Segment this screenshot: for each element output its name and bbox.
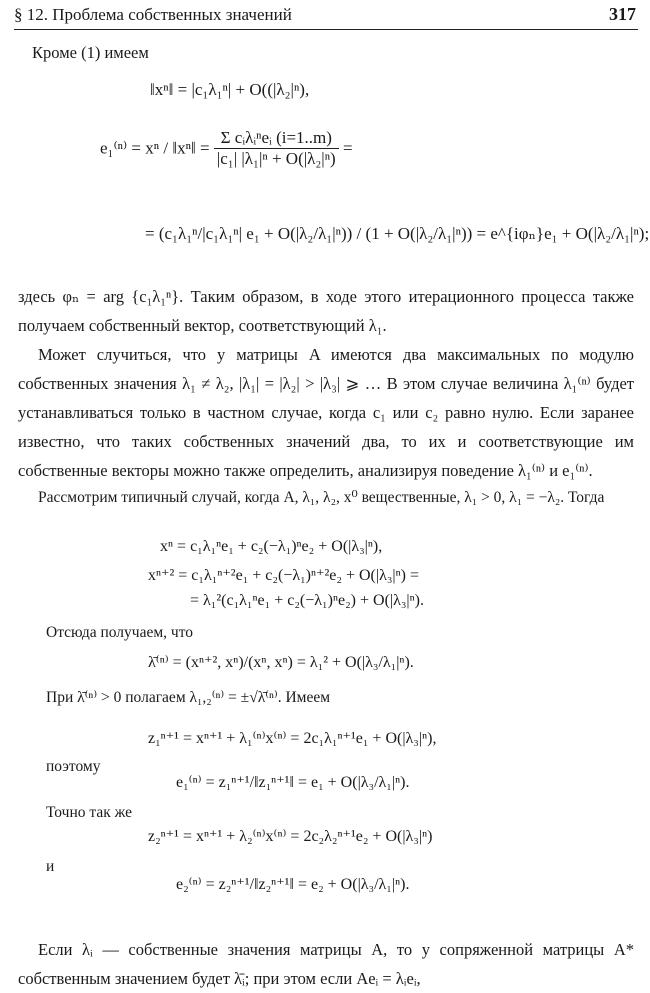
paragraph-phi: здесь φₙ = arg {c₁λ₁ⁿ}. Таким образом, в ходе этого итерационного процесса также получаем собственный вектор, соответствующий λ₁.	[18, 287, 634, 335]
equation-e2n: e₂⁽ⁿ⁾ = z₂ⁿ⁺¹/‖z₂ⁿ⁺¹‖ = e₂ + O(|λ₃/λ₁|ⁿ).	[176, 876, 410, 893]
equation-norm: ‖xⁿ‖ = |c₁λ₁ⁿ| + O((|λ₂|ⁿ),	[150, 80, 310, 99]
label-and: и	[46, 858, 55, 875]
label-therefore: поэтому	[46, 758, 101, 775]
section-title: § 12. Проблема собственных значений	[14, 5, 292, 24]
equation-xn2-line1: xⁿ⁺² = c₁λ₁ⁿ⁺²e₁ + c₂(−λ₁)ⁿ⁺²e₂ + O(|λ₃|ⁿ) =	[148, 567, 419, 584]
equation-z2: z₂ⁿ⁺¹ = xⁿ⁺¹ + λ₂⁽ⁿ⁾x⁽ⁿ⁾ = 2c₂λ₂ⁿ⁺¹e₂ + O(|λ₃|ⁿ)	[148, 828, 433, 845]
paragraph-typical-case: Рассмотрим типичный случай, когда A, λ₁, λ₂, x⁰ вещественные, λ₁ > 0, λ₁ = −λ₂. Тогда	[38, 489, 605, 506]
equation-xn: xⁿ = c₁λ₁ⁿe₁ + c₂(−λ₁)ⁿe₂ + O(|λ₃|ⁿ),	[160, 538, 383, 555]
equation-z1: z₁ⁿ⁺¹ = xⁿ⁺¹ + λ₁⁽ⁿ⁾x⁽ⁿ⁾ = 2c₁λ₁ⁿ⁺¹e₁ + O(|λ₃|ⁿ),	[148, 730, 437, 747]
label-likewise: Точно так же	[46, 804, 132, 821]
label-from-here: Отсюда получаем, что	[46, 624, 194, 641]
equation-e1-fraction	[214, 128, 339, 169]
equation-e1-first: e₁⁽ⁿ⁾ = xⁿ / ‖xⁿ‖ = $\frac{\text{Σ cᵢλᵢⁿeᵢ (i=1..m)}}{\text{|c₁| |λ₁|ⁿ + O(|λ₂|ⁿ)}}$ =	[100, 128, 353, 168]
intro-text: Кроме (1) имеем	[32, 43, 149, 62]
equation-e1n: e₁⁽ⁿ⁾ = z₁ⁿ⁺¹/‖z₁ⁿ⁺¹‖ = e₁ + O(|λ₃/λ₁|ⁿ).	[176, 774, 410, 791]
equation-e1-second: = (c₁λ₁ⁿ/|c₁λ₁ⁿ| e₁ + O(|λ₂/λ₁|ⁿ)) / (1 + O(|λ₂/λ₁|ⁿ)) = e^{iφₙ}e₁ + O(|λ₂/λ₁|ⁿ);	[145, 224, 650, 243]
running-header	[14, 3, 638, 30]
page-number: 317	[609, 4, 636, 24]
equation-e1-denominator: |c₁| |λ₁|ⁿ + O(|λ₂|ⁿ)	[216, 149, 336, 168]
paragraph-adjoint: Если λᵢ — собственные значения матрицы A, то у сопряженной матрицы A* собственным значением будет λ̄ᵢ; при этом если Aeᵢ = λᵢeᵢ,	[18, 940, 634, 988]
label-when-positive: При λ̄⁽ⁿ⁾ > 0 полагаем λ₁,₂⁽ⁿ⁾ = ±√λ̄⁽ⁿ⁾. Имеем	[46, 689, 331, 706]
equation-lambda-bar: λ̄⁽ⁿ⁾ = (xⁿ⁺², xⁿ)/(xⁿ, xⁿ) = λ₁² + O(|λ₃/λ₁|ⁿ).	[148, 654, 414, 671]
equation-xn2-line2: = λ₁²(c₁λ₁ⁿe₁ + c₂(−λ₁)ⁿe₂) + O(|λ₃|ⁿ).	[190, 592, 424, 609]
equation-e1-lhs: e₁⁽ⁿ⁾ = xⁿ / ‖xⁿ‖ =	[100, 138, 210, 158]
paragraph-two-eigenvalues: Может случиться, что у матрицы A имеются два максимальных по модулю собственных значения λ₁ ≠ λ₂, |λ₁| = |λ₂| > |λ₃| ⩾ … В этом случае величина λ₁⁽ⁿ⁾ будет устанавливаться только в частном случае, когда c₁ или c₂ равно нулю. Если заранее известно, что таких собственных значений два, то их и соответствующие им собственные векторы можно также определить, анализируя поведение λ₁⁽ⁿ⁾ и e₁⁽ⁿ⁾.	[18, 345, 634, 480]
equation-e1-numerator: Σ cᵢλᵢⁿeᵢ (i=1..m)	[214, 128, 339, 149]
